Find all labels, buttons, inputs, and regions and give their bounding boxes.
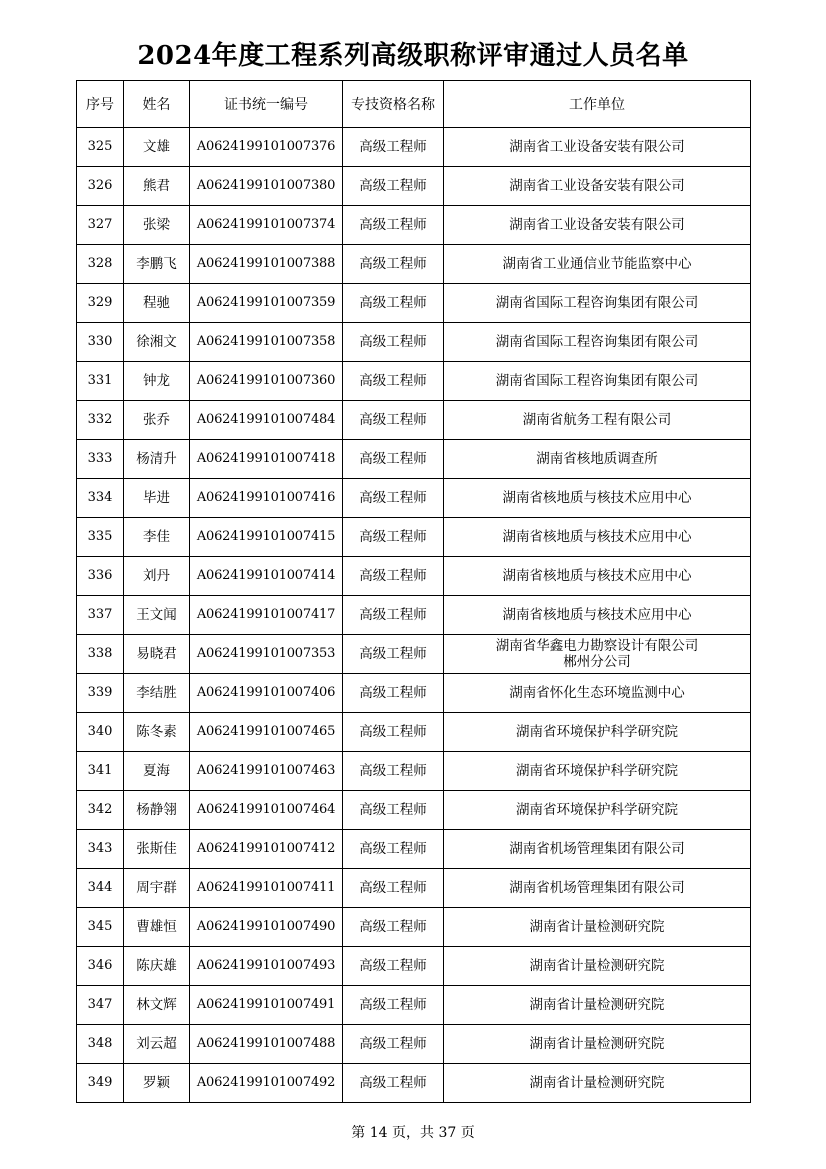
cell-organization: 湖南省机场管理集团有限公司 — [444, 830, 751, 869]
cell-qualification: 高级工程师 — [343, 908, 444, 947]
table-row — [77, 440, 751, 479]
cell-cert: A0624199101007388 — [190, 245, 343, 284]
organization-line-2: 郴州分公司 — [563, 654, 631, 670]
cell-cert: A0624199101007380 — [190, 167, 343, 206]
cell-organization: 湖南省国际工程咨询集团有限公司 — [444, 323, 751, 362]
cell-seq: 344 — [77, 869, 124, 908]
cell-name: 曹雄恒 — [124, 908, 190, 947]
cell-cert: A0624199101007418 — [190, 440, 343, 479]
cell-qualification: 高级工程师 — [343, 323, 444, 362]
header-name: 姓名 — [124, 81, 190, 128]
cell-seq: 330 — [77, 323, 124, 362]
cell-seq: 332 — [77, 401, 124, 440]
personnel-table — [76, 80, 751, 1103]
cell-cert: A0624199101007406 — [190, 674, 343, 713]
cell-seq: 325 — [77, 128, 124, 167]
table-row — [77, 128, 751, 167]
cell-qualification: 高级工程师 — [343, 596, 444, 635]
cell-name: 张斯佳 — [124, 830, 190, 869]
table-row — [77, 323, 751, 362]
cell-organization: 湖南省工业通信业节能监察中心 — [444, 245, 751, 284]
cell-seq: 346 — [77, 947, 124, 986]
cell-name: 熊君 — [124, 167, 190, 206]
cell-organization: 湖南省核地质与核技术应用中心 — [444, 596, 751, 635]
cell-name: 夏海 — [124, 752, 190, 791]
cell-seq: 338 — [77, 635, 124, 674]
cell-qualification: 高级工程师 — [343, 986, 444, 1025]
cell-name: 李佳 — [124, 518, 190, 557]
table-row — [77, 479, 751, 518]
cell-seq: 337 — [77, 596, 124, 635]
cell-qualification: 高级工程师 — [343, 440, 444, 479]
cell-seq: 349 — [77, 1064, 124, 1103]
cell-name: 李鹏飞 — [124, 245, 190, 284]
cell-qualification: 高级工程师 — [343, 1064, 444, 1103]
cell-seq: 342 — [77, 791, 124, 830]
cell-organization: 湖南省国际工程咨询集团有限公司 — [444, 362, 751, 401]
table-row — [77, 167, 751, 206]
cell-organization: 湖南省环境保护科学研究院 — [444, 791, 751, 830]
cell-cert: A0624199101007465 — [190, 713, 343, 752]
cell-name: 陈庆雄 — [124, 947, 190, 986]
cell-qualification: 高级工程师 — [343, 791, 444, 830]
cell-organization: 湖南省核地质与核技术应用中心 — [444, 557, 751, 596]
cell-seq: 329 — [77, 284, 124, 323]
cell-organization: 湖南省航务工程有限公司 — [444, 401, 751, 440]
cell-seq: 336 — [77, 557, 124, 596]
cell-qualification: 高级工程师 — [343, 245, 444, 284]
cell-qualification: 高级工程师 — [343, 830, 444, 869]
cell-qualification: 高级工程师 — [343, 947, 444, 986]
cell-organization: 湖南省计量检测研究院 — [444, 908, 751, 947]
table-row — [77, 401, 751, 440]
table-row — [77, 635, 751, 674]
table-row — [77, 1064, 751, 1103]
table-row — [77, 206, 751, 245]
cell-qualification: 高级工程师 — [343, 362, 444, 401]
page-title: 2024年度工程系列高级职称评审通过人员名单 — [137, 41, 689, 71]
cell-organization: 湖南省工业设备安装有限公司 — [444, 167, 751, 206]
cell-organization: 湖南省核地质与核技术应用中心 — [444, 518, 751, 557]
table-row — [77, 713, 751, 752]
cell-seq: 326 — [77, 167, 124, 206]
table-row — [77, 947, 751, 986]
table-row — [77, 986, 751, 1025]
cell-qualification: 高级工程师 — [343, 869, 444, 908]
cell-name: 钟龙 — [124, 362, 190, 401]
cell-cert: A0624199101007374 — [190, 206, 343, 245]
cell-name: 文雄 — [124, 128, 190, 167]
cell-name: 刘丹 — [124, 557, 190, 596]
cell-organization: 湖南省环境保护科学研究院 — [444, 752, 751, 791]
cell-qualification: 高级工程师 — [343, 752, 444, 791]
cell-name: 罗颖 — [124, 1064, 190, 1103]
cell-organization: 湖南省计量检测研究院 — [444, 1064, 751, 1103]
cell-seq: 347 — [77, 986, 124, 1025]
cell-qualification: 高级工程师 — [343, 167, 444, 206]
cell-cert: A0624199101007491 — [190, 986, 343, 1025]
cell-cert: A0624199101007463 — [190, 752, 343, 791]
cell-name: 杨清升 — [124, 440, 190, 479]
cell-organization: 湖南省计量检测研究院 — [444, 947, 751, 986]
header-organization: 工作单位 — [444, 81, 751, 128]
cell-seq: 331 — [77, 362, 124, 401]
cell-seq: 334 — [77, 479, 124, 518]
table-row — [77, 362, 751, 401]
cell-cert: A0624199101007358 — [190, 323, 343, 362]
cell-cert: A0624199101007417 — [190, 596, 343, 635]
cell-seq: 339 — [77, 674, 124, 713]
header-qualification: 专技资格名称 — [343, 81, 444, 128]
cell-organization: 湖南省计量检测研究院 — [444, 1025, 751, 1064]
cell-name: 陈冬素 — [124, 713, 190, 752]
table-row — [77, 284, 751, 323]
header-cert: 证书统一编号 — [190, 81, 343, 128]
cell-organization: 湖南省国际工程咨询集团有限公司 — [444, 284, 751, 323]
cell-qualification: 高级工程师 — [343, 518, 444, 557]
cell-cert: A0624199101007360 — [190, 362, 343, 401]
cell-name: 程驰 — [124, 284, 190, 323]
cell-seq: 345 — [77, 908, 124, 947]
cell-name: 张乔 — [124, 401, 190, 440]
cell-qualification: 高级工程师 — [343, 1025, 444, 1064]
cell-seq: 341 — [77, 752, 124, 791]
cell-qualification: 高级工程师 — [343, 206, 444, 245]
cell-seq: 328 — [77, 245, 124, 284]
cell-qualification: 高级工程师 — [343, 635, 444, 674]
cell-qualification: 高级工程师 — [343, 284, 444, 323]
table-row — [77, 596, 751, 635]
cell-cert: A0624199101007411 — [190, 869, 343, 908]
cell-seq: 327 — [77, 206, 124, 245]
table-row — [77, 245, 751, 284]
cell-seq: 340 — [77, 713, 124, 752]
cell-name: 毕进 — [124, 479, 190, 518]
cell-cert: A0624199101007490 — [190, 908, 343, 947]
cell-cert: A0624199101007464 — [190, 791, 343, 830]
cell-cert: A0624199101007415 — [190, 518, 343, 557]
cell-organization: 湖南省核地质调查所 — [444, 440, 751, 479]
cell-seq: 335 — [77, 518, 124, 557]
table-header-row — [77, 81, 751, 128]
cell-seq: 333 — [77, 440, 124, 479]
table-row — [77, 752, 751, 791]
cell-cert: A0624199101007353 — [190, 635, 343, 674]
table-row — [77, 557, 751, 596]
cell-organization: 湖南省环境保护科学研究院 — [444, 713, 751, 752]
cell-cert: A0624199101007492 — [190, 1064, 343, 1103]
cell-cert: A0624199101007416 — [190, 479, 343, 518]
organization-line-1: 湖南省华鑫电力勘察设计有限公司 — [495, 638, 699, 654]
cell-name: 李结胜 — [124, 674, 190, 713]
header-seq: 序号 — [77, 81, 124, 128]
cell-organization: 湖南省核地质与核技术应用中心 — [444, 479, 751, 518]
cell-qualification: 高级工程师 — [343, 557, 444, 596]
table-row — [77, 674, 751, 713]
cell-name: 林文辉 — [124, 986, 190, 1025]
cell-organization: 湖南省怀化生态环境监测中心 — [444, 674, 751, 713]
cell-cert: A0624199101007412 — [190, 830, 343, 869]
cell-name: 王文闻 — [124, 596, 190, 635]
cell-name: 刘云超 — [124, 1025, 190, 1064]
table-row — [77, 1025, 751, 1064]
cell-organization: 湖南省工业设备安装有限公司 — [444, 128, 751, 167]
cell-organization: 湖南省机场管理集团有限公司 — [444, 869, 751, 908]
cell-name: 杨静翎 — [124, 791, 190, 830]
cell-cert: A0624199101007414 — [190, 557, 343, 596]
cell-organization: 湖南省工业设备安装有限公司 — [444, 206, 751, 245]
cell-cert: A0624199101007493 — [190, 947, 343, 986]
cell-cert: A0624199101007376 — [190, 128, 343, 167]
cell-cert: A0624199101007484 — [190, 401, 343, 440]
cell-name: 易晓君 — [124, 635, 190, 674]
table-row — [77, 869, 751, 908]
cell-organization — [444, 635, 751, 674]
cell-seq: 348 — [77, 1025, 124, 1064]
cell-seq: 343 — [77, 830, 124, 869]
cell-organization: 湖南省计量检测研究院 — [444, 986, 751, 1025]
table-row — [77, 830, 751, 869]
page-number: 第 14 页，共 37 页 — [351, 1125, 475, 1141]
cell-name: 张梁 — [124, 206, 190, 245]
cell-qualification: 高级工程师 — [343, 401, 444, 440]
cell-cert: A0624199101007359 — [190, 284, 343, 323]
cell-cert: A0624199101007488 — [190, 1025, 343, 1064]
cell-qualification: 高级工程师 — [343, 128, 444, 167]
table-row — [77, 791, 751, 830]
cell-name: 徐湘文 — [124, 323, 190, 362]
cell-name: 周宇群 — [124, 869, 190, 908]
cell-qualification: 高级工程师 — [343, 479, 444, 518]
cell-qualification: 高级工程师 — [343, 713, 444, 752]
table-row — [77, 908, 751, 947]
cell-qualification: 高级工程师 — [343, 674, 444, 713]
table-row — [77, 518, 751, 557]
